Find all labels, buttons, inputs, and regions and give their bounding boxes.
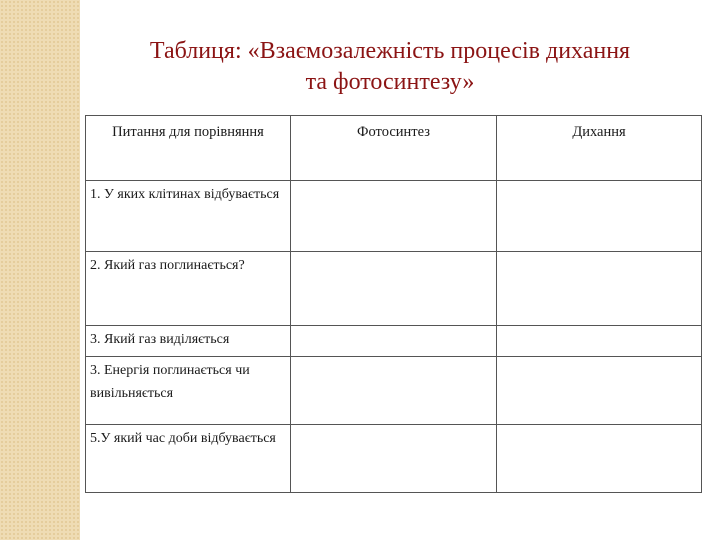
question-cell: 1. У яких клітинах відбувається <box>86 181 291 252</box>
table-row <box>86 425 702 493</box>
photosynthesis-cell <box>291 357 497 425</box>
table-header-row <box>86 116 702 181</box>
decorative-side-stripe <box>0 0 80 540</box>
respiration-cell <box>497 425 702 493</box>
respiration-cell <box>497 252 702 326</box>
respiration-cell <box>497 181 702 252</box>
header-question: Питання для порівняння <box>86 116 291 181</box>
photosynthesis-cell <box>291 252 497 326</box>
photosynthesis-cell <box>291 181 497 252</box>
table-row <box>86 252 702 326</box>
header-respiration: Дихання <box>497 116 702 181</box>
question-cell: 3. Енергія поглинається чи вивільняється <box>86 357 291 425</box>
table-row <box>86 326 702 357</box>
header-photosynthesis: Фотосинтез <box>291 116 497 181</box>
question-cell: 2. Який газ поглинається? <box>86 252 291 326</box>
photosynthesis-cell <box>291 425 497 493</box>
question-cell: 3. Який газ виділяється <box>86 326 291 357</box>
respiration-cell <box>497 326 702 357</box>
slide-title-line-1: Таблиця: «Взаємозалежність процесів дихання <box>149 38 631 64</box>
respiration-cell <box>497 357 702 425</box>
slide-title <box>90 36 690 98</box>
slide-title-line-2: та фотосинтезу» <box>305 69 475 95</box>
question-cell: 5.У який час доби відбувається <box>86 425 291 493</box>
table-row <box>86 357 702 425</box>
table-row <box>86 181 702 252</box>
photosynthesis-cell <box>291 326 497 357</box>
comparison-table <box>85 115 702 493</box>
